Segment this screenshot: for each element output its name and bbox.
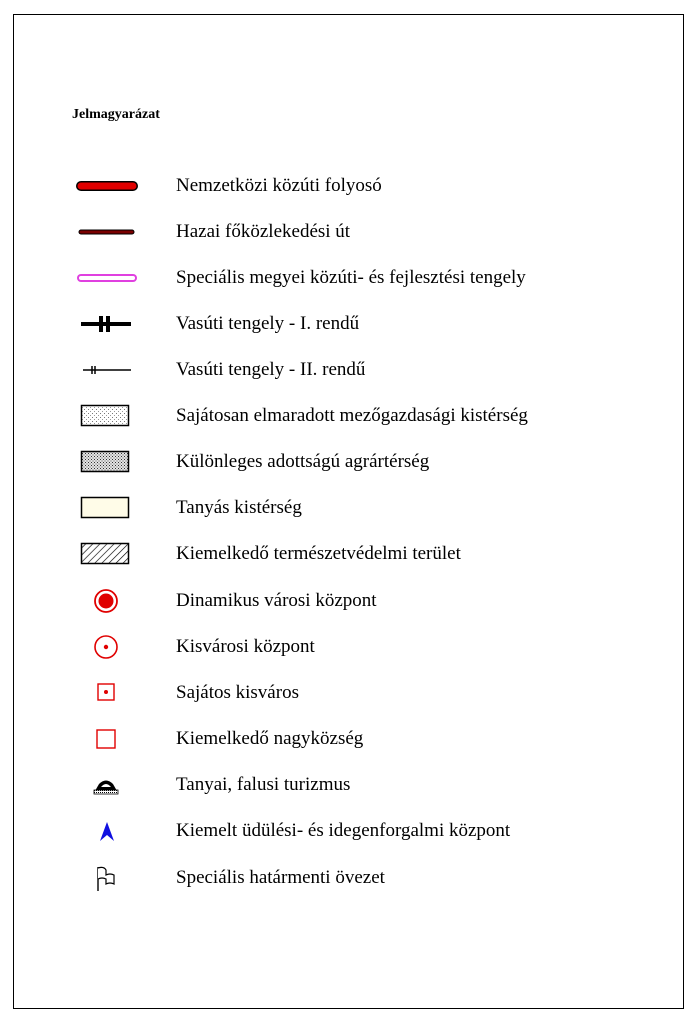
legend-label: Tanyás kistérség [176, 497, 302, 518]
legend-item-international-road [0, 171, 700, 201]
legend-label: Dinamikus városi központ [176, 590, 377, 611]
legend-item-county-axis [0, 263, 700, 293]
legend-label: Kisvárosi központ [176, 636, 315, 657]
legend-item-small-town-center [0, 632, 700, 662]
legend-label: Speciális határmenti övezet [176, 867, 385, 888]
legend-label: Nemzetközi közúti folyosó [176, 175, 382, 196]
empty-square-icon [76, 724, 138, 754]
legend-item-rural-tourism [0, 770, 700, 800]
legend-label: Sajátos kisváros [176, 682, 299, 703]
legend-label: Kiemelkedő természetvédelmi terület [176, 543, 461, 564]
legend-label: Kiemelkedő nagyközség [176, 728, 364, 749]
dense-dotted-area-icon [76, 447, 138, 477]
legend-label: Sajátosan elmaradott mezőgazdasági kistérség [176, 405, 528, 426]
farmhouse-icon [76, 770, 138, 800]
blue-arrowhead-icon [76, 816, 138, 846]
legend-item-dynamic-city [0, 586, 700, 616]
legend-label: Kiemelt üdülési- és idegenforgalmi központ [176, 820, 511, 841]
dot-in-square-icon [76, 678, 138, 708]
magenta-double-line-icon [76, 263, 138, 293]
legend-item-agrarian-area [0, 447, 700, 477]
flag-icon [76, 863, 138, 893]
legend-item-farmstead-area [0, 493, 700, 523]
legend-item-lagging-area [0, 401, 700, 431]
legend-item-railway-1 [0, 309, 700, 339]
legend-label: Vasúti tengely - I. rendű [176, 313, 360, 334]
light-dotted-area-icon [76, 401, 138, 431]
legend-label: Vasúti tengely - II. rendű [176, 359, 366, 380]
filled-circle-in-ring-icon [76, 586, 138, 616]
cream-area-icon [76, 493, 138, 523]
legend-label: Különleges adottságú agrártérség [176, 451, 430, 472]
legend-item-border-zone [0, 863, 700, 893]
thick-railway-line-icon [76, 309, 138, 339]
legend-item-special-small-town [0, 678, 700, 708]
legend-item-tourism-center [0, 816, 700, 846]
legend-label: Tanyai, falusi turizmus [176, 774, 351, 795]
legend-label: Speciális megyei közúti- és fejlesztési tengely [176, 267, 526, 288]
dark-red-road-line-icon [76, 217, 138, 247]
legend-item-main-road [0, 217, 700, 247]
thin-railway-line-icon [76, 355, 138, 385]
hatched-area-icon [76, 539, 138, 569]
legend-item-large-village [0, 724, 700, 754]
red-thick-road-line-icon [76, 171, 138, 201]
legend-item-railway-2 [0, 355, 700, 385]
legend-item-nature-protection [0, 539, 700, 569]
legend-title: Jelmagyarázat [72, 107, 160, 122]
legend-label: Hazai főközlekedési út [176, 221, 351, 242]
dot-in-ring-icon [76, 632, 138, 662]
